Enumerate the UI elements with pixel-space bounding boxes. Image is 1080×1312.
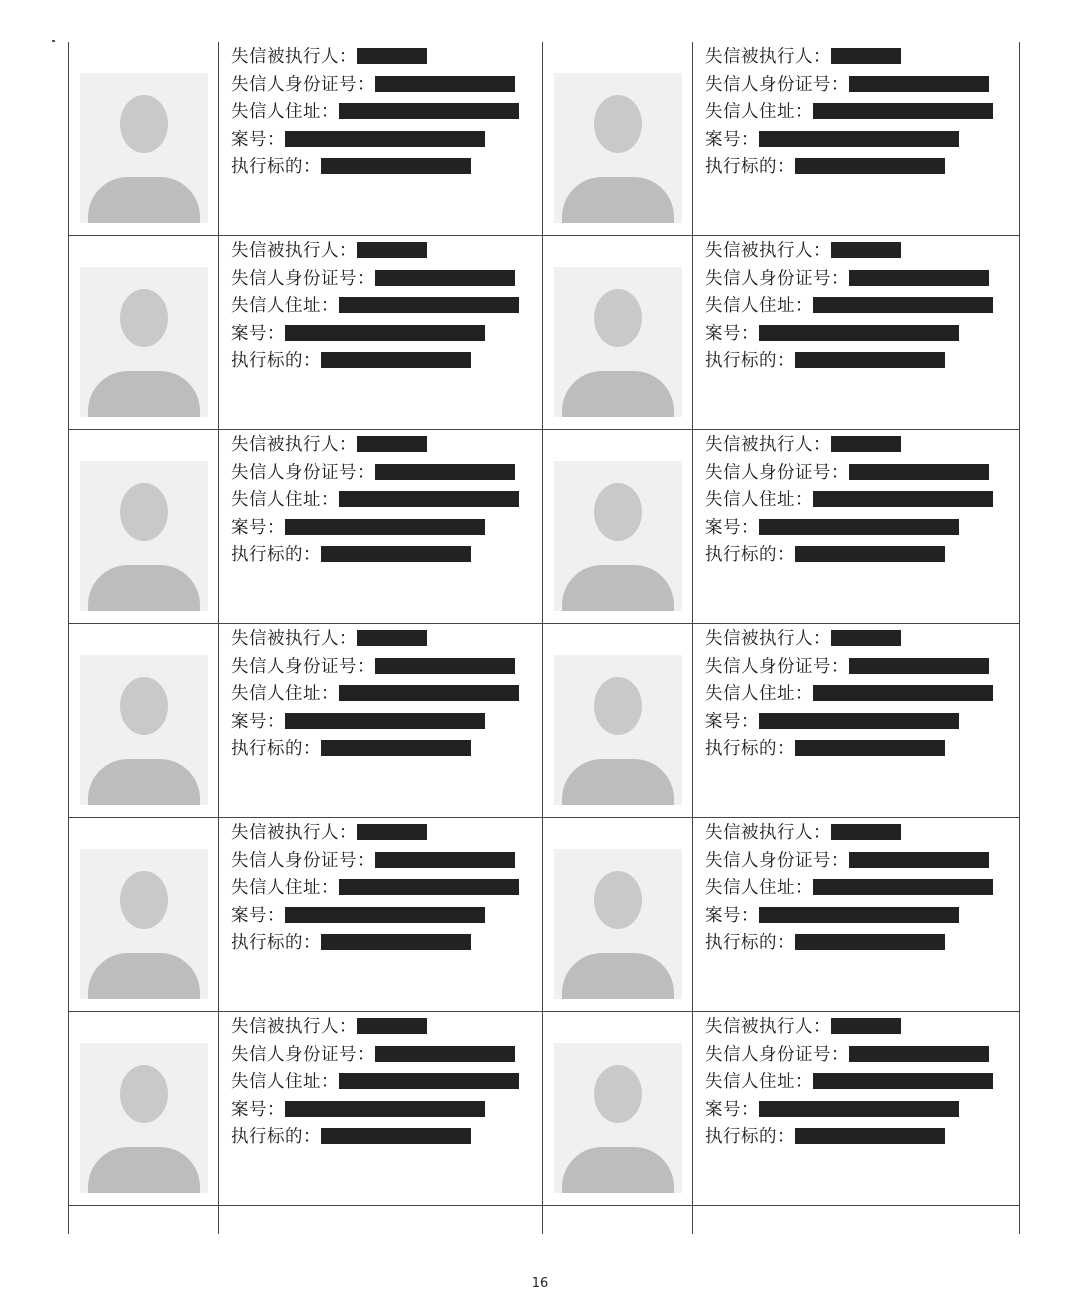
name-line: 失信被执行人： xyxy=(231,626,542,654)
address-line: 失信人住址： xyxy=(705,487,1019,515)
id-line: 失信人身份证号： xyxy=(705,848,1019,876)
photo-cell xyxy=(69,624,219,817)
empty-table-row xyxy=(69,1206,1019,1234)
amount-line: 执行标的： xyxy=(231,542,542,570)
record-info xyxy=(219,236,543,429)
amount-line: 执行标的： xyxy=(705,1124,1019,1152)
photo-placeholder-redacted xyxy=(554,73,682,223)
amount-line: 执行标的： xyxy=(231,348,542,376)
id-line: 失信人身份证号： xyxy=(231,848,542,876)
photo-cell xyxy=(543,818,693,1011)
record-info xyxy=(219,624,543,817)
id-line: 失信人身份证号： xyxy=(231,654,542,682)
photo-cell xyxy=(69,818,219,1011)
name-line: 失信被执行人： xyxy=(705,1014,1019,1042)
case-line: 案号： xyxy=(231,903,542,931)
photo-placeholder-redacted xyxy=(80,267,208,417)
case-line: 案号： xyxy=(231,1097,542,1125)
record-info xyxy=(693,1012,1019,1205)
silhouette-icon xyxy=(120,289,168,347)
record-info xyxy=(693,430,1019,623)
record-info xyxy=(693,624,1019,817)
case-line: 案号： xyxy=(705,321,1019,349)
photo-cell xyxy=(543,1012,693,1205)
photo-placeholder-redacted xyxy=(80,73,208,223)
photo-cell xyxy=(543,624,693,817)
silhouette-icon xyxy=(594,95,642,153)
table-row xyxy=(69,818,1019,1012)
address-line: 失信人住址： xyxy=(705,99,1019,127)
name-line: 失信被执行人： xyxy=(705,626,1019,654)
record-info xyxy=(219,430,543,623)
silhouette-icon xyxy=(120,677,168,735)
silhouette-icon xyxy=(594,483,642,541)
table-row xyxy=(69,42,1019,236)
id-line: 失信人身份证号： xyxy=(705,654,1019,682)
id-line: 失信人身份证号： xyxy=(231,460,542,488)
photo-cell xyxy=(69,236,219,429)
address-line: 失信人住址： xyxy=(231,293,542,321)
table-row xyxy=(69,236,1019,430)
case-line: 案号： xyxy=(705,1097,1019,1125)
amount-line: 执行标的： xyxy=(231,930,542,958)
id-line: 失信人身份证号： xyxy=(705,72,1019,100)
photo-placeholder-redacted xyxy=(80,1043,208,1193)
case-line: 案号： xyxy=(705,127,1019,155)
id-line: 失信人身份证号： xyxy=(705,460,1019,488)
photo-placeholder-redacted xyxy=(554,267,682,417)
record-table xyxy=(68,42,1020,1234)
photo-cell xyxy=(69,430,219,623)
silhouette-icon xyxy=(120,1065,168,1123)
photo-cell xyxy=(69,1012,219,1205)
photo-placeholder-redacted xyxy=(554,849,682,999)
name-line: 失信被执行人： xyxy=(705,44,1019,72)
record-info xyxy=(219,42,543,235)
scan-mark xyxy=(52,40,55,42)
id-line: 失信人身份证号： xyxy=(705,1042,1019,1070)
case-line: 案号： xyxy=(231,709,542,737)
photo-placeholder-redacted xyxy=(554,1043,682,1193)
case-line: 案号： xyxy=(705,903,1019,931)
address-line: 失信人住址： xyxy=(231,487,542,515)
page-number: 16 xyxy=(531,1276,549,1291)
photo-placeholder-redacted xyxy=(80,849,208,999)
record-info xyxy=(219,1012,543,1205)
photo-placeholder-redacted xyxy=(554,461,682,611)
name-line: 失信被执行人： xyxy=(231,432,542,460)
name-line: 失信被执行人： xyxy=(705,238,1019,266)
case-line: 案号： xyxy=(705,709,1019,737)
silhouette-icon xyxy=(120,483,168,541)
name-line: 失信被执行人： xyxy=(231,820,542,848)
silhouette-icon xyxy=(120,95,168,153)
amount-line: 执行标的： xyxy=(705,348,1019,376)
record-info xyxy=(693,42,1019,235)
record-info xyxy=(693,818,1019,1011)
photo-placeholder-redacted xyxy=(554,655,682,805)
photo-cell xyxy=(69,42,219,235)
id-line: 失信人身份证号： xyxy=(231,266,542,294)
amount-line: 执行标的： xyxy=(231,736,542,764)
amount-line: 执行标的： xyxy=(705,542,1019,570)
case-line: 案号： xyxy=(231,127,542,155)
address-line: 失信人住址： xyxy=(231,1069,542,1097)
case-line: 案号： xyxy=(231,321,542,349)
case-line: 案号： xyxy=(705,515,1019,543)
table-row xyxy=(69,1012,1019,1206)
photo-placeholder-redacted xyxy=(80,461,208,611)
silhouette-icon xyxy=(594,289,642,347)
silhouette-icon xyxy=(120,871,168,929)
photo-cell xyxy=(543,430,693,623)
amount-line: 执行标的： xyxy=(231,154,542,182)
record-info xyxy=(693,236,1019,429)
address-line: 失信人住址： xyxy=(705,875,1019,903)
photo-placeholder-redacted xyxy=(80,655,208,805)
address-line: 失信人住址： xyxy=(705,1069,1019,1097)
case-line: 案号： xyxy=(231,515,542,543)
silhouette-icon xyxy=(594,1065,642,1123)
amount-line: 执行标的： xyxy=(705,930,1019,958)
address-line: 失信人住址： xyxy=(231,99,542,127)
name-line: 失信被执行人： xyxy=(705,820,1019,848)
record-info xyxy=(219,818,543,1011)
table-row xyxy=(69,624,1019,818)
photo-cell xyxy=(543,236,693,429)
name-line: 失信被执行人： xyxy=(705,432,1019,460)
amount-line: 执行标的： xyxy=(705,154,1019,182)
name-line: 失信被执行人： xyxy=(231,238,542,266)
table-row xyxy=(69,430,1019,624)
id-line: 失信人身份证号： xyxy=(705,266,1019,294)
photo-cell xyxy=(543,42,693,235)
address-line: 失信人住址： xyxy=(705,681,1019,709)
silhouette-icon xyxy=(594,871,642,929)
id-line: 失信人身份证号： xyxy=(231,1042,542,1070)
name-line: 失信被执行人： xyxy=(231,44,542,72)
amount-line: 执行标的： xyxy=(705,736,1019,764)
address-line: 失信人住址： xyxy=(231,681,542,709)
address-line: 失信人住址： xyxy=(705,293,1019,321)
amount-line: 执行标的： xyxy=(231,1124,542,1152)
silhouette-icon xyxy=(594,677,642,735)
name-line: 失信被执行人： xyxy=(231,1014,542,1042)
address-line: 失信人住址： xyxy=(231,875,542,903)
id-line: 失信人身份证号： xyxy=(231,72,542,100)
